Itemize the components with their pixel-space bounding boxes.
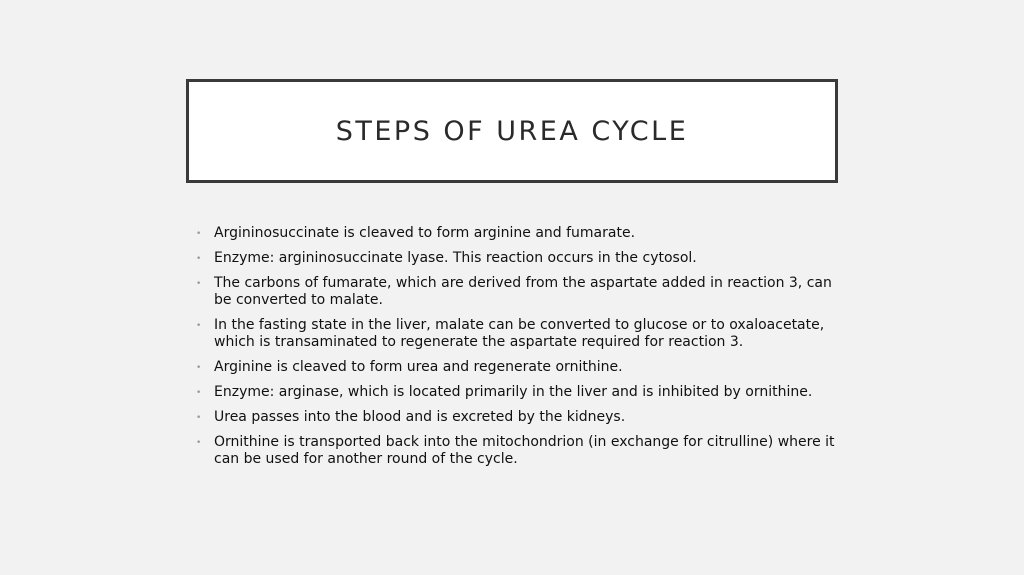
slide-title: STEPS OF UREA CYCLE [335, 115, 689, 147]
bullet-text: The carbons of fumarate, which are derived from the aspartate added in reaction 3, can be converted to malate. [214, 275, 832, 308]
bullet-marker: • [196, 363, 202, 373]
bullet-text: Ornithine is transported back into the mitochondrion (in exchange for citrulline) where it can be used for another round of the cycle. [214, 434, 835, 467]
bullet-item [196, 317, 836, 351]
bullet-list [196, 225, 836, 476]
bullet-item [196, 384, 836, 401]
title-box [186, 79, 838, 183]
bullet-item [196, 275, 836, 309]
bullet-item [196, 409, 836, 426]
bullet-marker: • [196, 254, 202, 264]
bullet-marker: • [196, 413, 202, 423]
bullet-text: Enzyme: argininosuccinate lyase. This reaction occurs in the cytosol. [214, 250, 697, 266]
bullet-text: Arginine is cleaved to form urea and regenerate ornithine. [214, 359, 623, 375]
bullet-marker: • [196, 321, 202, 331]
bullet-marker: • [196, 438, 202, 448]
bullet-item [196, 359, 836, 376]
bullet-marker: • [196, 229, 202, 239]
bullet-text: Argininosuccinate is cleaved to form arginine and fumarate. [214, 225, 636, 241]
bullet-text: Enzyme: arginase, which is located primarily in the liver and is inhibited by ornithine. [214, 384, 813, 400]
bullet-item [196, 434, 836, 468]
bullet-text: Urea passes into the blood and is excreted by the kidneys. [214, 409, 626, 425]
bullet-marker: • [196, 388, 202, 398]
bullet-text: In the fasting state in the liver, malate can be converted to glucose or to oxaloacetate, which is transaminated to regenerate the aspartate required for reaction 3. [214, 317, 825, 350]
bullet-item [196, 250, 836, 267]
bullet-marker: • [196, 279, 202, 289]
bullet-item [196, 225, 836, 242]
